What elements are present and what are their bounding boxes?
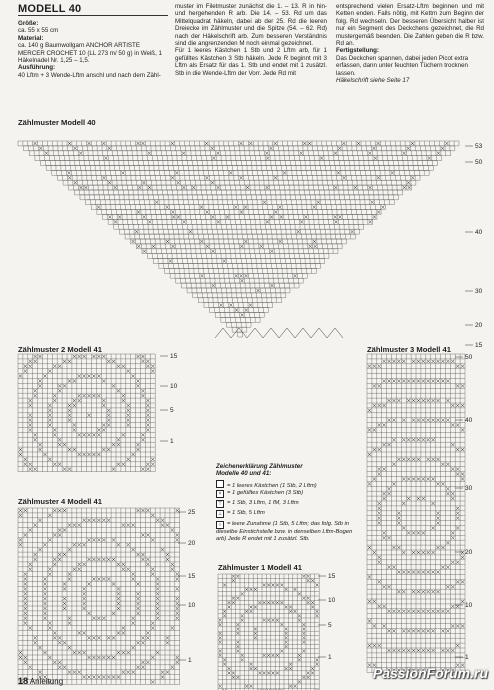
chart3-label: 1: [465, 654, 469, 661]
chart1-grid: [218, 574, 319, 690]
chart1-label: 10: [328, 597, 336, 604]
main-chart-label: 30: [475, 288, 483, 295]
main-chart-label: 50: [475, 159, 483, 166]
legend-row-empty: = 1 leeres Kästchen (1 Stb, 2 Lftm): [216, 480, 317, 490]
picot-icon: ⊤: [217, 501, 223, 507]
chart4-label: 15: [188, 573, 196, 580]
legend-row-filled: × = 1 gefülltes Kästchen (3 Stb): [216, 490, 303, 498]
chart2-label: 15: [170, 353, 178, 360]
legend-row-increase: ○ = leere Zunahme (1 Stb, 5 Lftm; das folg. Stb in dieselbe Einstichstelle bzw. in denselben Lftm-Bogen arb) Jede R endet mit 1 zusätzl. Stb.: [216, 521, 353, 542]
chart3-label: 40: [465, 417, 473, 424]
chart4-label: 1: [188, 657, 192, 664]
chart3-label: 20: [465, 549, 473, 556]
legend-row-chain: ⊥ = 1 Stb, 5 Lftm: [217, 510, 265, 517]
chart2-grid: [18, 354, 155, 472]
chart2-title: Zählmuster 2 Modell 41: [18, 345, 102, 354]
chart3-title: Zählmuster 3 Modell 41: [367, 345, 451, 354]
main-chart-picot-tip: [215, 328, 343, 338]
finishing-heading: Fertigstellung:: [336, 47, 379, 55]
chart4-grid: [18, 508, 180, 684]
filled-square-icon: ×: [216, 490, 224, 498]
execution-heading: Ausführung:: [18, 64, 56, 72]
instructions-text: muster im Filetmuster zunächst die 1. – 13. R in hin- und hergehenden R arb. Die 14. – 53. Rd um das Mittelquadrat häkeln, dabei ab der 25. Rd die leeren Dreiecke im Zählmuster und die Spitze (54. – 62. Rd) nach der Häkelschrift arb. Zum besseren Verständnis sind die angrenzenden M noch einmal gezeichnet. Für 1 leeres Kästchen 1 Stb und 2 Lftm arb, für 1 gefülltes Kästchen 3 Stb häkeln. Jede R beginnt mit 3 Lftm als Ersatz für das 1. Stb und endet mit 1 zusätzl. Stb in die Wende-Lftm der Vorr. Jede Rd mit: [175, 3, 327, 77]
main-chart-label: 15: [475, 342, 483, 349]
chain-icon: ⊥: [217, 511, 223, 517]
chart3-grid: [367, 354, 465, 673]
chart4-label: 25: [188, 509, 196, 516]
chart1-label: 5: [328, 622, 332, 629]
page-footer: [18, 676, 63, 686]
execution-value: 40 Lftm + 3 Wende-Lftm anschl und nach dem Zähl-: [18, 71, 161, 79]
watermark: PassionForum.ru: [372, 665, 488, 681]
chart2-label: 10: [170, 383, 178, 390]
main-chart-label: 53: [475, 143, 483, 150]
main-chart-grid: [18, 141, 459, 337]
crochet-chart-reference: Häkelschrift siehe Seite 17: [336, 77, 410, 85]
legend: [216, 463, 366, 478]
chart4-label: 10: [188, 602, 196, 609]
material-heading: Material:: [18, 34, 44, 42]
empty-square-icon: [216, 480, 224, 488]
chart1-title: Zählmuster 1 Modell 41: [218, 563, 302, 572]
page-number: 18: [18, 676, 29, 686]
page-title: MODELL 40: [18, 3, 82, 15]
chart3-label: 10: [465, 602, 473, 609]
chart2-label: 5: [170, 407, 174, 414]
size-heading: Größe:: [18, 20, 39, 27]
chart3-label: 30: [465, 485, 473, 492]
footer-section: Anleitung: [29, 677, 64, 686]
material-value: ca. 140 g Baumwollgarn ANCHOR ARTISTE MERCER CROCHET 10 (LL 273 m/ 50 g) in Weiß, 1 Häkelnadel Nr. 1,25 – 1,5.: [18, 42, 162, 65]
main-chart-label: 40: [475, 229, 483, 236]
chart4-title: Zählmuster 4 Modell 41: [18, 497, 102, 506]
chart4-label: 20: [188, 540, 196, 547]
size-value: ca. 55 x 55 cm: [18, 27, 59, 35]
chart2-label: 1: [170, 438, 174, 445]
increase-icon: ○: [216, 521, 224, 529]
legend-row-picot: ⊤ = 1 Stb, 3 Lftm, 1 fM, 3 Lftm: [217, 500, 299, 507]
legend-title-line2: Modelle 40 und 41:: [216, 470, 272, 478]
chart1-label: 15: [328, 573, 336, 580]
instructions-continued: entsprechend vielen Ersatz-Lftm beginnen und mit Ketten enden. Falls nötig, mit Kettm zum Beginn der folg. Rd wechseln. Der besseren Übersicht halber ist nur ein Segment des Deckchens gezeichnet, die Rd mustergemäß beenden. Die Zahlen geben die R bzw. Rd an.: [336, 3, 484, 48]
main-chart-title: Zählmuster Modell 40: [18, 118, 96, 127]
main-chart-label: 20: [475, 322, 483, 329]
legend-title-line1: Zeichenerklärung Zählmuster: [216, 463, 303, 470]
chart1-label: 1: [328, 654, 332, 661]
finishing-text: Das Deckchen spannen, dabei jeden Picot extra erfassen, dann unter feuchten Tüchern trocknen lassen.: [336, 54, 469, 77]
chart3-label: 50: [465, 354, 473, 361]
